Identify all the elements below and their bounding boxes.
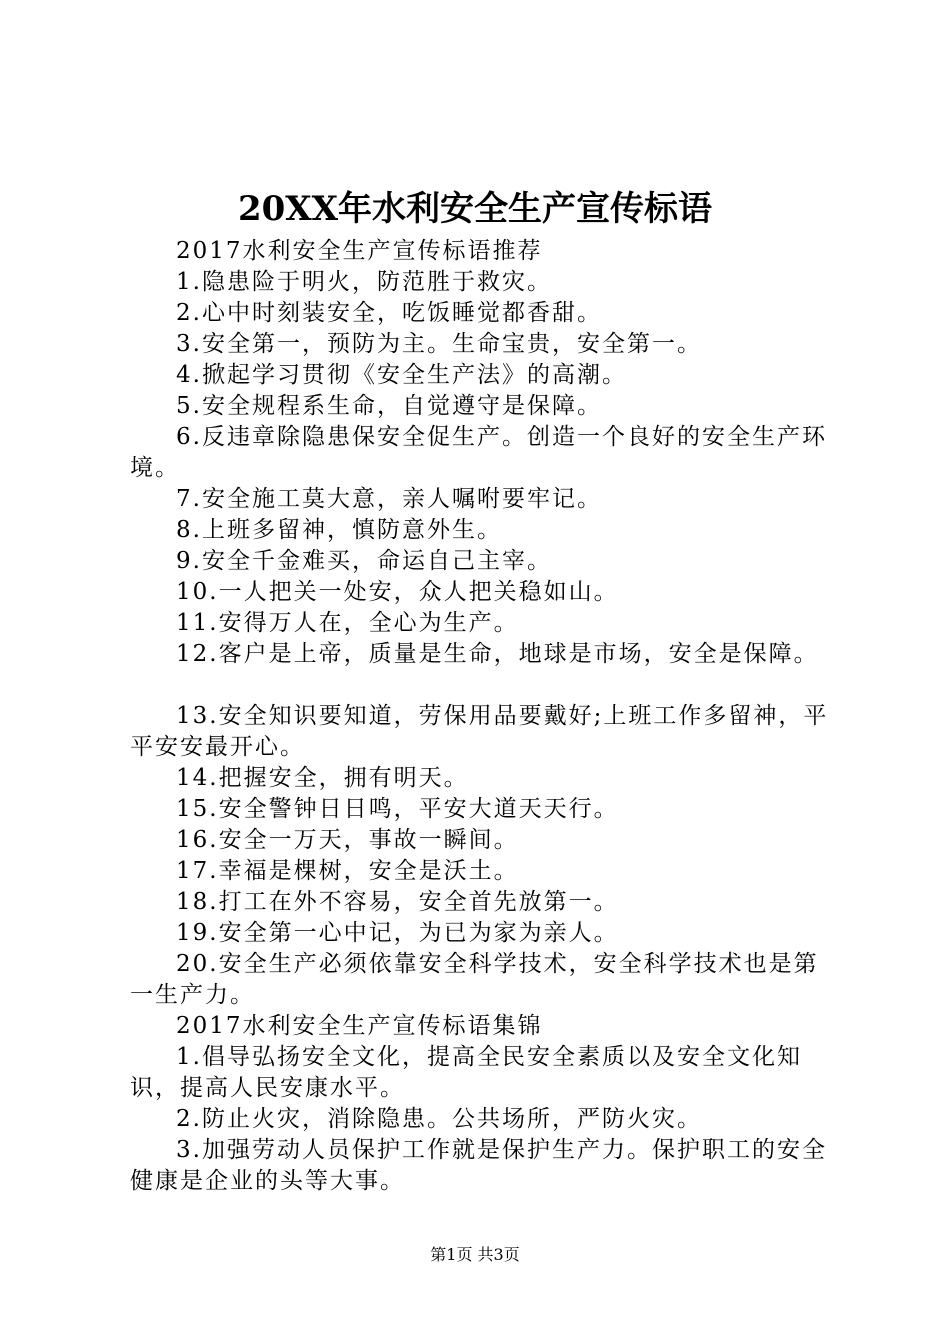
paragraph: 5.安全规程系生命，自觉遵守是保障。	[176, 393, 602, 419]
paragraph: 15.安全警钟日日鸣，平安大道天天行。	[176, 796, 619, 822]
paragraph: 2017水利安全生产宣传标语推荐	[176, 238, 543, 264]
document-title: 20XX年水利安全生产宣传标语	[237, 189, 713, 229]
paragraph: 16.安全一万天，事故一瞬间。	[176, 827, 519, 853]
paragraph: 1.隐患险于明火，防范胜于救灾。	[176, 269, 552, 295]
paragraph: 2017水利安全生产宣传标语集锦	[176, 1013, 543, 1039]
paragraph: 3.安全第一，预防为主。生命宝贵，安全第一。	[176, 331, 702, 357]
paragraph: 4.掀起学习贯彻《安全生产法》的高潮。	[176, 362, 627, 388]
paragraph: 8.上班多留神，慎防意外生。	[176, 517, 502, 543]
page-number: 第1页 共3页	[430, 1245, 520, 1264]
paragraph: 14.把握安全，拥有明天。	[176, 765, 469, 791]
paragraph: 20.安全生产必须依靠安全科学技术，安全科学技术也是第一生产力。	[130, 951, 819, 1008]
paragraph: 2.防止火灾，消除隐患。公共场所，严防火灾。	[176, 1106, 702, 1132]
paragraph: 17.幸福是棵树，安全是沃土。	[176, 858, 519, 884]
paragraph: 10.一人把关一处安，众人把关稳如山。	[176, 579, 619, 605]
paragraph: 13.安全知识要知道，劳保用品要戴好;上班工作多留神，平平安安最开心。	[130, 703, 829, 760]
paragraph: 6.反违章除隐患保安全促生产。创造一个良好的安全生产环境。	[130, 424, 827, 481]
paragraph: 3.加强劳动人员保护工作就是保护生产力。保护职工的安全健康是企业的头等大事。	[130, 1137, 827, 1194]
paragraph: 1.倡导弘扬安全文化，提高全民安全素质以及安全文化知识，提高人民安康水平。	[130, 1044, 802, 1101]
paragraph: 7.安全施工莫大意，亲人嘱咐要牢记。	[176, 486, 602, 512]
paragraph: 9.安全千金难买，命运自己主宰。	[176, 548, 552, 574]
paragraph: 12.客户是上帝，质量是生命，地球是市场，安全是保障。	[176, 641, 819, 667]
blank-line	[130, 670, 830, 701]
paragraph: 11.安得万人在，全心为生产。	[176, 610, 519, 636]
document-body	[130, 236, 830, 1197]
paragraph: 19.安全第一心中记，为已为家为亲人。	[176, 920, 619, 946]
paragraph: 18.打工在外不容易，安全首先放第一。	[176, 889, 619, 915]
paragraph: 2.心中时刻装安全，吃饭睡觉都香甜。	[176, 300, 602, 326]
